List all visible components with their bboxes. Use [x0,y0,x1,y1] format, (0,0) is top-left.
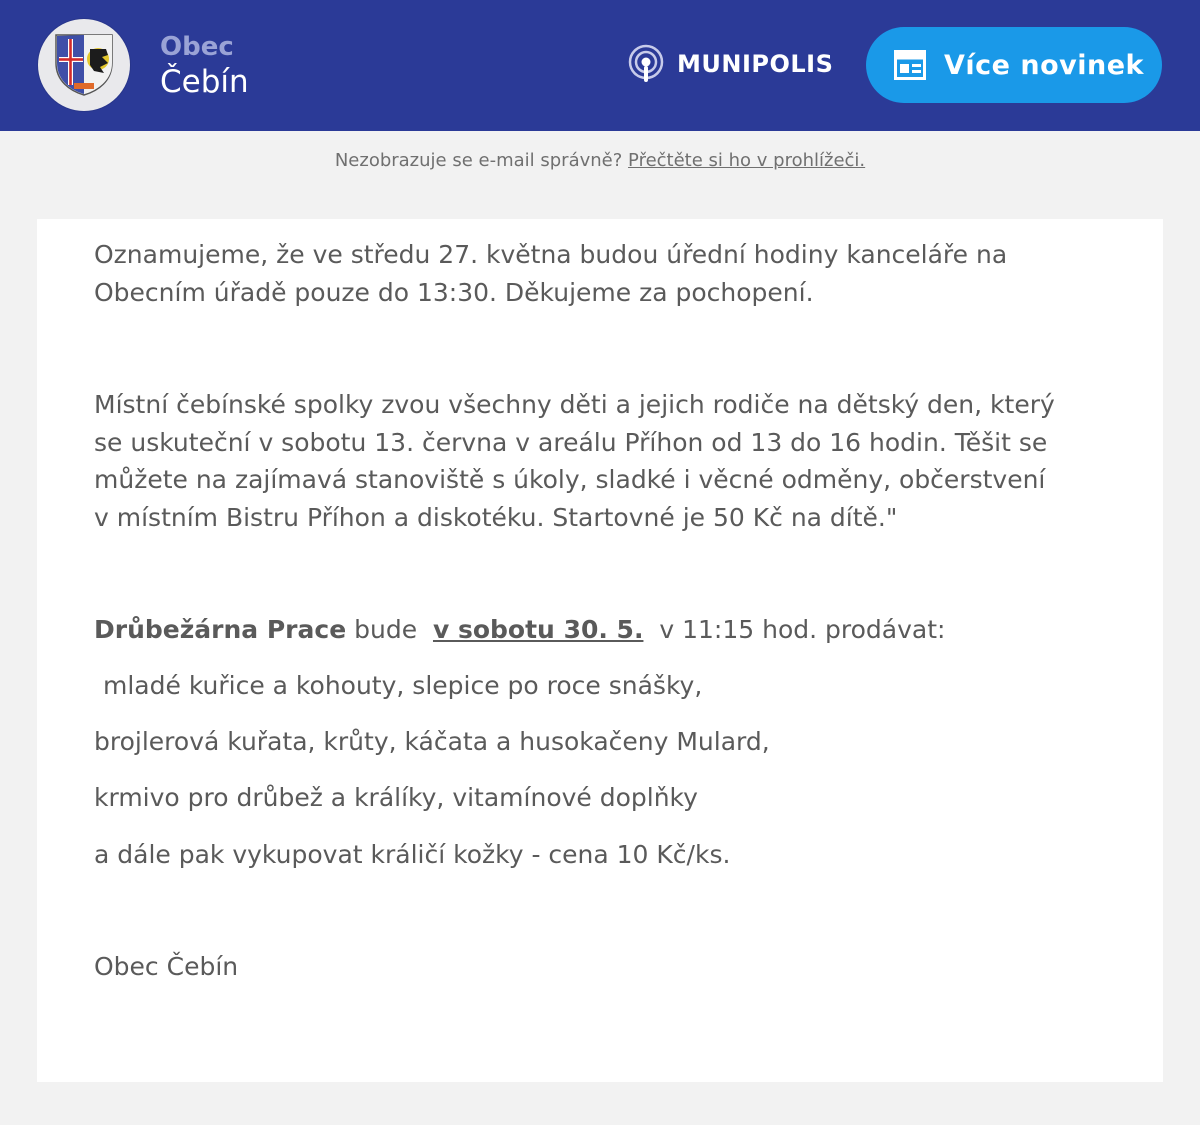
brand-name: MUNIPOLIS [677,50,834,78]
town-name: Čebín [160,64,249,100]
poultry-item-4: a dále pak vykupovat králičí kožky - cena 10 Kč/ks. [94,840,731,869]
office-hours-line-2: Obecním úřadě pouze do 13:30. Děkujeme za pochopení. [94,277,814,307]
town-label: Obec [160,32,234,62]
poultry-item-1: mladé kuřice a kohouty, slepice po roce snášky, [103,671,703,700]
childrens-day-paragraph [94,386,1055,536]
poultry-company: Drůbežárna Prace [94,615,347,644]
munipolis-brand[interactable] [627,44,833,84]
childrens-day-line-3: můžete na zajímavá stanoviště s úkoly, sladké i věcné odměny, občerstvení [94,465,1046,494]
notice-text: Nezobrazuje se e-mail správně? [334,150,623,171]
poultry-item-2: brojlerová kuřata, krůty, káčata a husokačeny Mulard, [94,727,770,756]
poultry-time: v 11:15 hod. prodávat: [659,615,946,644]
town-crest-logo[interactable] [38,19,130,111]
more-news-button[interactable] [866,27,1162,103]
poultry-item-3: krmivo pro drůbež a králíky, vitamínové doplňky [94,783,698,812]
header-bar [0,0,1200,131]
poultry-sale-heading [94,611,945,649]
newspaper-icon [894,50,926,80]
childrens-day-line-2: se uskuteční v sobotu 13. června v areálu Příhon od 13 do 16 hodin. Těšit se [94,427,1048,457]
office-hours-line-1: Oznamujeme, že ve středu 27. května budou úřední hodiny kanceláře na [94,240,1008,269]
broadcast-icon [627,44,665,84]
message-content [37,219,1163,1082]
childrens-day-line-1: Místní čebínské spolky zvou všechny děti a jejich rodiče na dětský den, který [94,390,1055,419]
view-in-browser-link[interactable]: Přečtěte si ho v prohlížeči. [628,150,866,171]
browser-view-notice [0,150,1200,171]
poultry-date: v sobotu 30. 5. [432,615,644,644]
more-news-label: Více novinek [944,49,1144,81]
poultry-bude: bude [354,615,418,644]
office-hours-paragraph [94,236,1007,311]
signature: Obec Čebín [94,952,239,981]
childrens-day-line-4: v místním Bistru Příhon a diskotéku. Startovné je 50 Kč na dítě." [94,502,898,532]
coat-of-arms-icon [54,33,114,97]
